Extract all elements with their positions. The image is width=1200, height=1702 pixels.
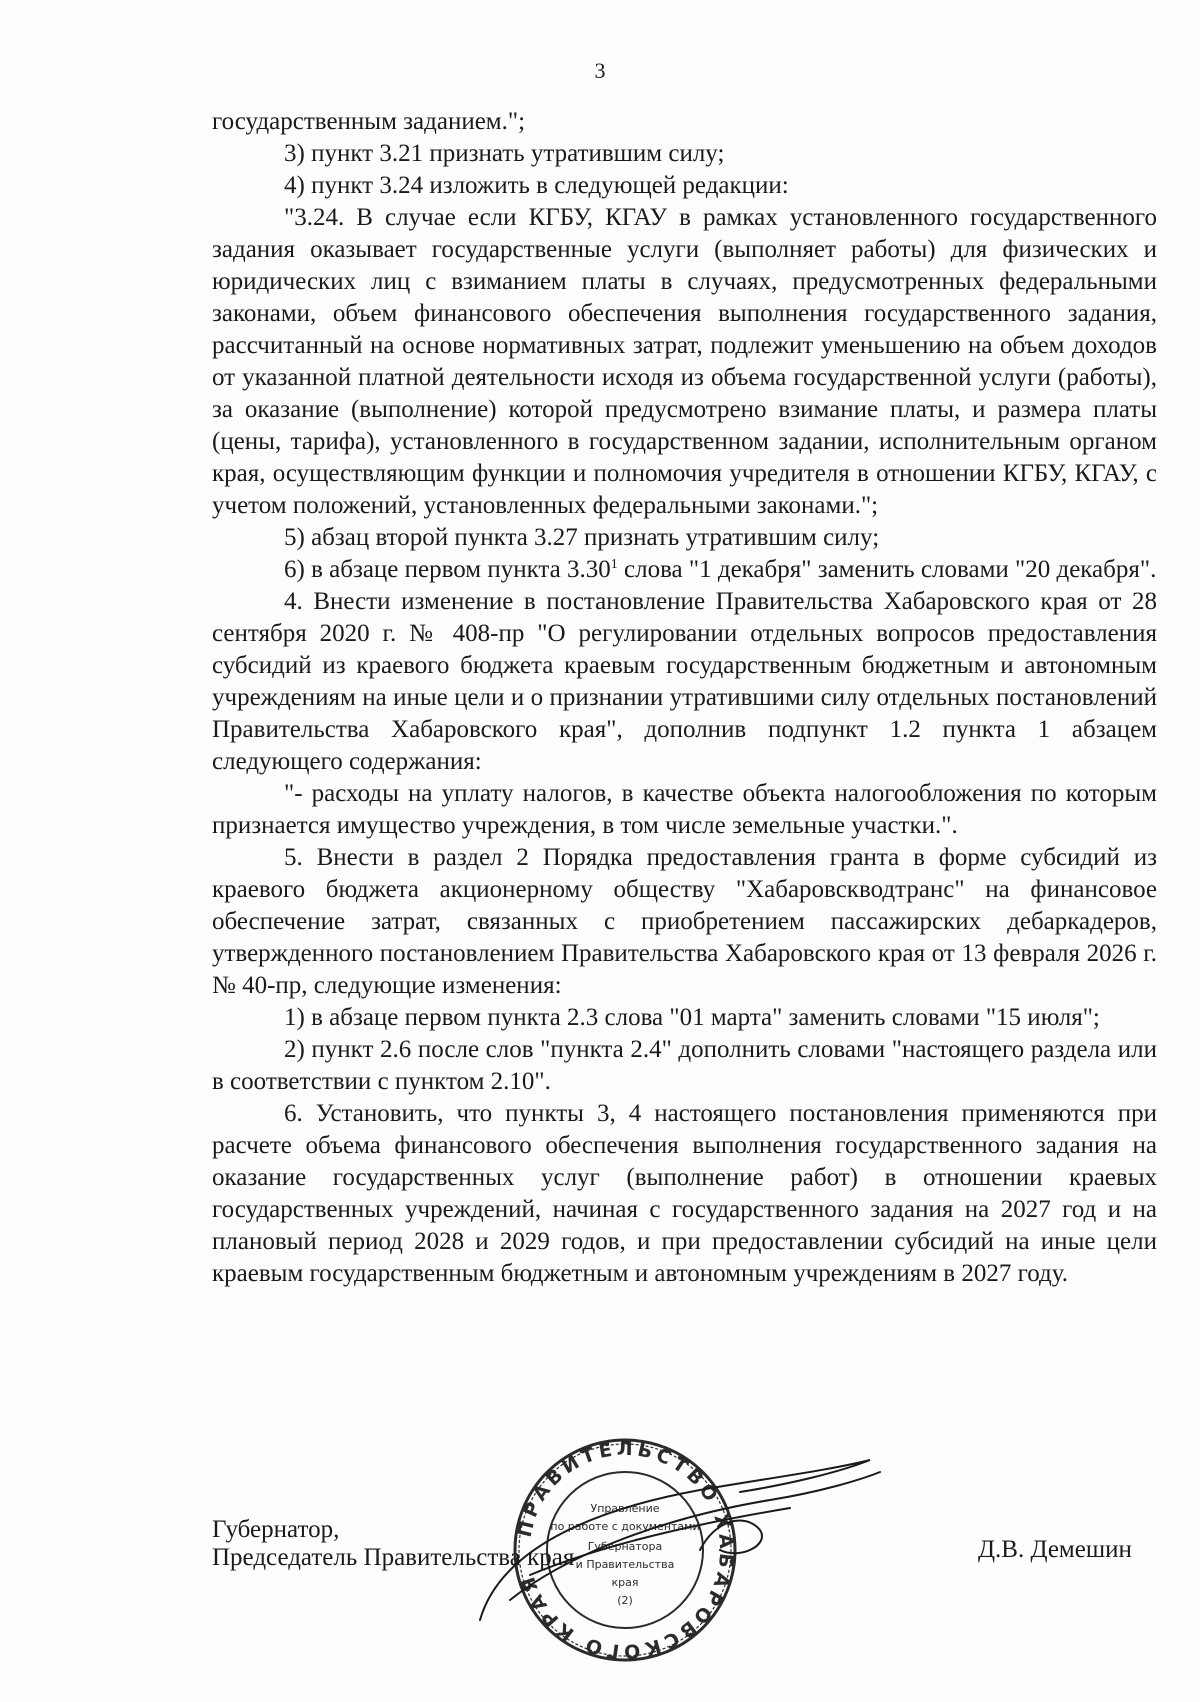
paragraph: 4) пункт 3.24 изложить в следующей редакции: <box>284 172 789 199</box>
paragraph <box>212 554 1157 586</box>
svg-text:по работе с документами: по работе с документами <box>550 1520 700 1533</box>
svg-text:края: края <box>611 1576 639 1589</box>
paragraph: государственным заданием."; <box>212 108 526 135</box>
paragraph: "3.24. В случае если КГБУ, КГАУ в рамках установленного государственного задания оказывает государственные услуги (выполняет работы) для физических и юридических лиц с взиманием платы в случаях, предусмотренных федеральными законами, объем финансового обеспечения выполнения государственного задания, рассчитанный на основе нормативных затрат, подлежит уменьшению на объем доходов от указанной платной деятельности исходя из объема государственной услуги (работы), за оказание (выполнение) которой предусмотрено взимание платы, и размера платы (цены, тарифа), установленного в государственном задании, исполнительным органом края, осуществляющим функции и полномочия учредителя в отношении КГБУ, КГАУ, с учетом положений, установленных федеральными законами."; <box>212 204 1157 519</box>
signatory-title <box>212 1516 574 1572</box>
signatory-name: Д.В. Демешин <box>978 1536 1132 1563</box>
paragraph: 6. Установить, что пункты 3, 4 настоящего постановления применяются при расчете объема финансового обеспечения выполнения государственного задания на оказание государственных услуг (выполнение работ) в отношении краевых государственных учреждений, начиная с государственного задания на 2027 год и на плановый период 2028 и 2029 годов, и при предоставлении субсидий на иные цели краевым государственным бюджетным и автономным учреждениям в 2027 году. <box>212 1100 1157 1287</box>
paragraph: 3) пункт 3.21 признать утратившим силу; <box>284 140 725 167</box>
seal-ring-text: ПРАВИТЕЛЬСТВО ХАБАРОВСКОГО КРАЯ <box>513 1437 738 1663</box>
signatory-title-line: Губернатор, <box>212 1516 340 1543</box>
paragraph: 4. Внести изменение в постановление Правительства Хабаровского края от 28 сентября 2020 г. № 408-пр "О регулировании отдельных вопросов предоставления субсидий из краевого бюджета краевым государственным бюджетным и автономным учреждениям на иные цели и о признании утратившими силу отдельных постановлений Правительства Хабаровского края", дополнив подпункт 1.2 пункта 1 абзацем следующего содержания: <box>212 588 1157 775</box>
signatory-title-line: Председатель Правительства края <box>212 1544 575 1571</box>
paragraph-text: слова "1 декабря" заменить словами "20 декабря". <box>617 556 1157 583</box>
paragraph: 1) в абзаце первом пункта 2.3 слова "01 марта" заменить словами "15 июля"; <box>284 1004 1100 1031</box>
svg-text:Управление: Управление <box>590 1502 660 1515</box>
svg-text:и Правительства: и Правительства <box>575 1558 675 1571</box>
page-number: 3 <box>594 58 606 83</box>
svg-text:(2): (2) <box>617 1594 633 1607</box>
svg-text:Губернатора: Губернатора <box>587 1540 663 1553</box>
superscript: 1 <box>610 557 618 572</box>
paragraph: 5) абзац второй пункта 3.27 признать утратившим силу; <box>284 524 880 551</box>
document-body <box>212 106 1157 1290</box>
paragraph: 5. Внести в раздел 2 Порядка предоставления гранта в форме субсидий из краевого бюджета акционерному обществу "Хабаровскводтранс" на финансовое обеспечение затрат, связанных с приобретением пассажирских дебаркадеров, утвержденного постановлением Правительства Хабаровского края от 13 февраля 2026 г. № 40-пр, следующие изменения: <box>212 844 1157 999</box>
paragraph: 2) пункт 2.6 после слов "пункта 2.4" дополнить словами "настоящего раздела или в соответствии с пунктом 2.10". <box>212 1036 1157 1095</box>
paragraph-text: 6) в абзаце первом пункта 3.30 <box>284 556 611 583</box>
paragraph: "- расходы на уплату налогов, в качестве объекта налогообложения по которым признается имущество учреждения, в том числе земельные участки.". <box>212 780 1157 839</box>
